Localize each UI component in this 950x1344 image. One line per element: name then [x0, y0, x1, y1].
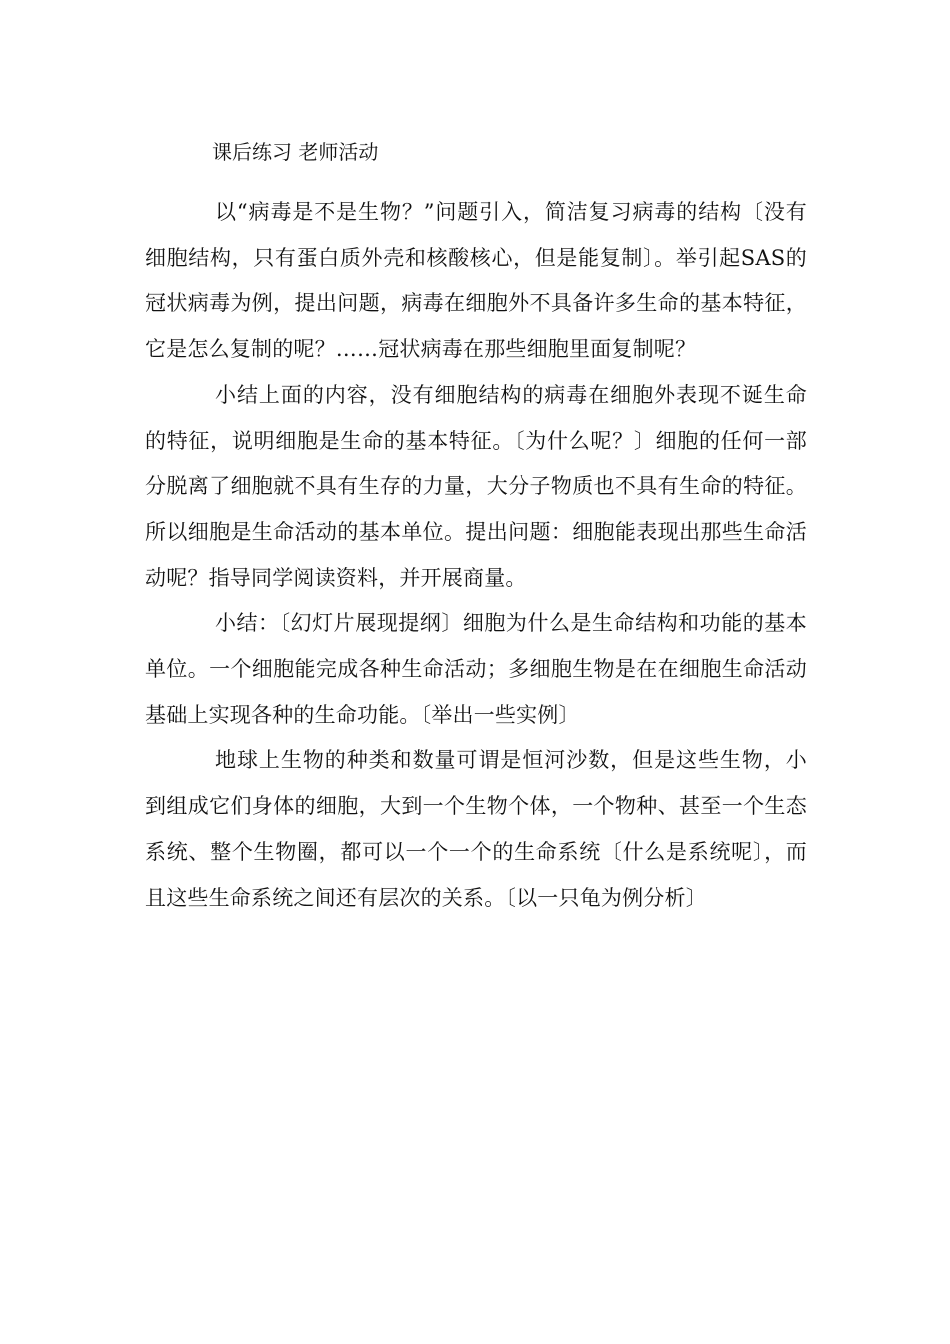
paragraph-slide-summary: 小结：〔幻灯片展现提纲〕细胞为什么是生命结构和功能的基本单位。一个细胞能完成各种生命活动；多细胞生物是在在细胞生命活动基础上实现各种的生命功能。〔举出一些实例〕: [145, 611, 807, 727]
paragraph-cell-summary: 小结上面的内容，没有细胞结构的病毒在细胞外表现不诞生命的特征，说明细胞是生命的基本特征。〔为什么呢？〕细胞的任何一部分脱离了细胞就不具有生存的力量，大分子物质也不具有生命的特征。所以细胞是生命活动的基本单位。提出问题：细胞能表现出那些生命活动呢？指导同学阅读资料，并开展商量。: [145, 382, 807, 590]
section-heading: 课后练习 老师活动: [212, 140, 379, 164]
paragraph-life-systems: 地球上生物的种类和数量可谓是恒河沙数，但是这些生物，小到组成它们身体的细胞，大到一个生物个体，一个物种、甚至一个生态系统、整个生物圈，都可以一个一个的生命系统〔什么是系统呢〕，而且这些生命系统之间还有层次的关系。〔以一只龟为例分析〕: [145, 748, 807, 910]
paragraph-virus-intro: 以“病毒是不是生物？”问题引入，简洁复习病毒的结构〔没有细胞结构，只有蛋白质外壳和核酸核心，但是能复制〕。举引起SAS的 冠状病毒为例，提出问题，病毒在细胞外不具备许多生命的基本特征，它是怎么复制的呢？……冠状病毒在那些细胞里面复制呢？: [145, 200, 807, 362]
body-text: [145, 190, 807, 921]
